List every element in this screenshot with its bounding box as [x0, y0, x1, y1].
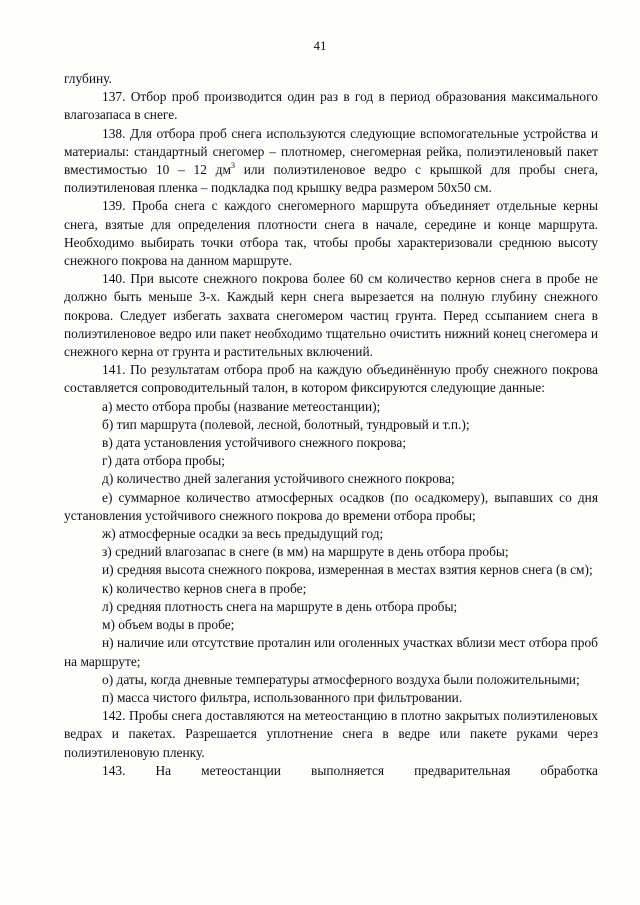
document-body	[64, 70, 598, 780]
superscript-cubic: 3	[230, 161, 235, 171]
list-item-b: б) тип маршрута (полевой, лесной, болотный, тундровый и т.п.);	[102, 416, 470, 432]
list-item-v: в) дата установления устойчивого снежного покрова;	[102, 435, 407, 451]
paragraph-138-text-b: или полиэтиленовое ведро с крышкой для пробы снега, полиэтиленовая пленка – подкладка под крышку ведра размером 50х50 см.	[64, 162, 598, 196]
paragraph-139: 139. Проба снега с каждого снегомерного маршрута объединяет отдельные керны снега, взятые для определения плотности снега в начале, середине и конце маршрута. Необходимо выбирать точки отбора так, чтобы пробы характеризовали среднюю высоту снежного покрова на данном маршруте.	[64, 198, 598, 269]
paragraph-141: 141. По результатам отбора проб на каждую объединённую пробу снежного покрова составляется сопроводительный талон, в котором фиксируются следующие данные:	[64, 362, 598, 396]
list-item-k: к) количество кернов снега в пробе;	[102, 580, 307, 596]
paragraph-143: 143. На метеостанции выполняется предварительная обработка	[102, 762, 598, 778]
paragraph-continuation: глубину.	[64, 71, 112, 86]
list-item-l: л) средняя плотность снега на маршруте в день отбора пробы;	[102, 598, 458, 614]
paragraph-138-text-a: 138. Для отбора проб снега используются следующие вспомогательные устройства и материалы: стандартный снегомер – плотномер, снегомерная рейка, полиэтиленовый пакет вместимостью 10 – 12 дм	[64, 125, 598, 178]
list-item-p: п) масса чистого фильтра, использованного при фильтровании.	[102, 689, 463, 705]
list-item-i: и) средняя высота снежного покрова, измеренная в местах взятия кернов снега (в см);	[102, 562, 593, 578]
list-item-z: з) средний влагозапас в снеге (в мм) на маршруте в день отбора пробы;	[102, 544, 509, 560]
paragraph-140: 140. При высоте снежного покрова более 60 см количество кернов снега в пробе не должно быть меньше 3-х. Каждый керн снега вырезается на полную глубину снежного покрова. Следует избегать захвата снегомером частиц грунта. Перед ссыпанием снега в полиэтиленовое ведро или пакет необходимо тщательно очистить нижний конец снегомера и снежного керна от грунта и растительных включений.	[64, 271, 598, 360]
list-item-zh: ж) атмосферные осадки за весь предыдущий год;	[102, 526, 384, 542]
paragraph-138	[64, 125, 598, 198]
list-item-m: м) объем воды в пробе;	[102, 617, 235, 633]
paragraph-137: 137. Отбор проб производится один раз в год в период образования максимального влагозапаса в снеге.	[64, 89, 598, 123]
list-item-a: а) место отбора пробы (название метеостанции);	[102, 398, 381, 414]
list-item-d: д) количество дней залегания устойчивого снежного покрова;	[102, 471, 455, 487]
list-item-e: е) суммарное количество атмосферных осадков (по осадкомеру), выпавших со дня установления устойчивого снежного покрова до времени отбора пробы;	[64, 489, 598, 523]
list-item-g: г) дата отбора пробы;	[102, 453, 225, 469]
list-item-o: о) даты, когда дневные температуры атмосферного воздуха были положительными;	[102, 671, 580, 687]
paragraph-142: 142. Пробы снега доставляются на метеостанцию в плотно закрытых полиэтиленовых ведрах и пакетах. Разрешается уплотнение снега в ведре или пакете руками через полиэтиленовую пленку.	[64, 708, 598, 760]
list-item-n: н) наличие или отсутствие проталин или оголенных участках вблизи мест отбора проб на маршруте;	[64, 635, 598, 669]
page-number: 41	[313, 38, 327, 53]
